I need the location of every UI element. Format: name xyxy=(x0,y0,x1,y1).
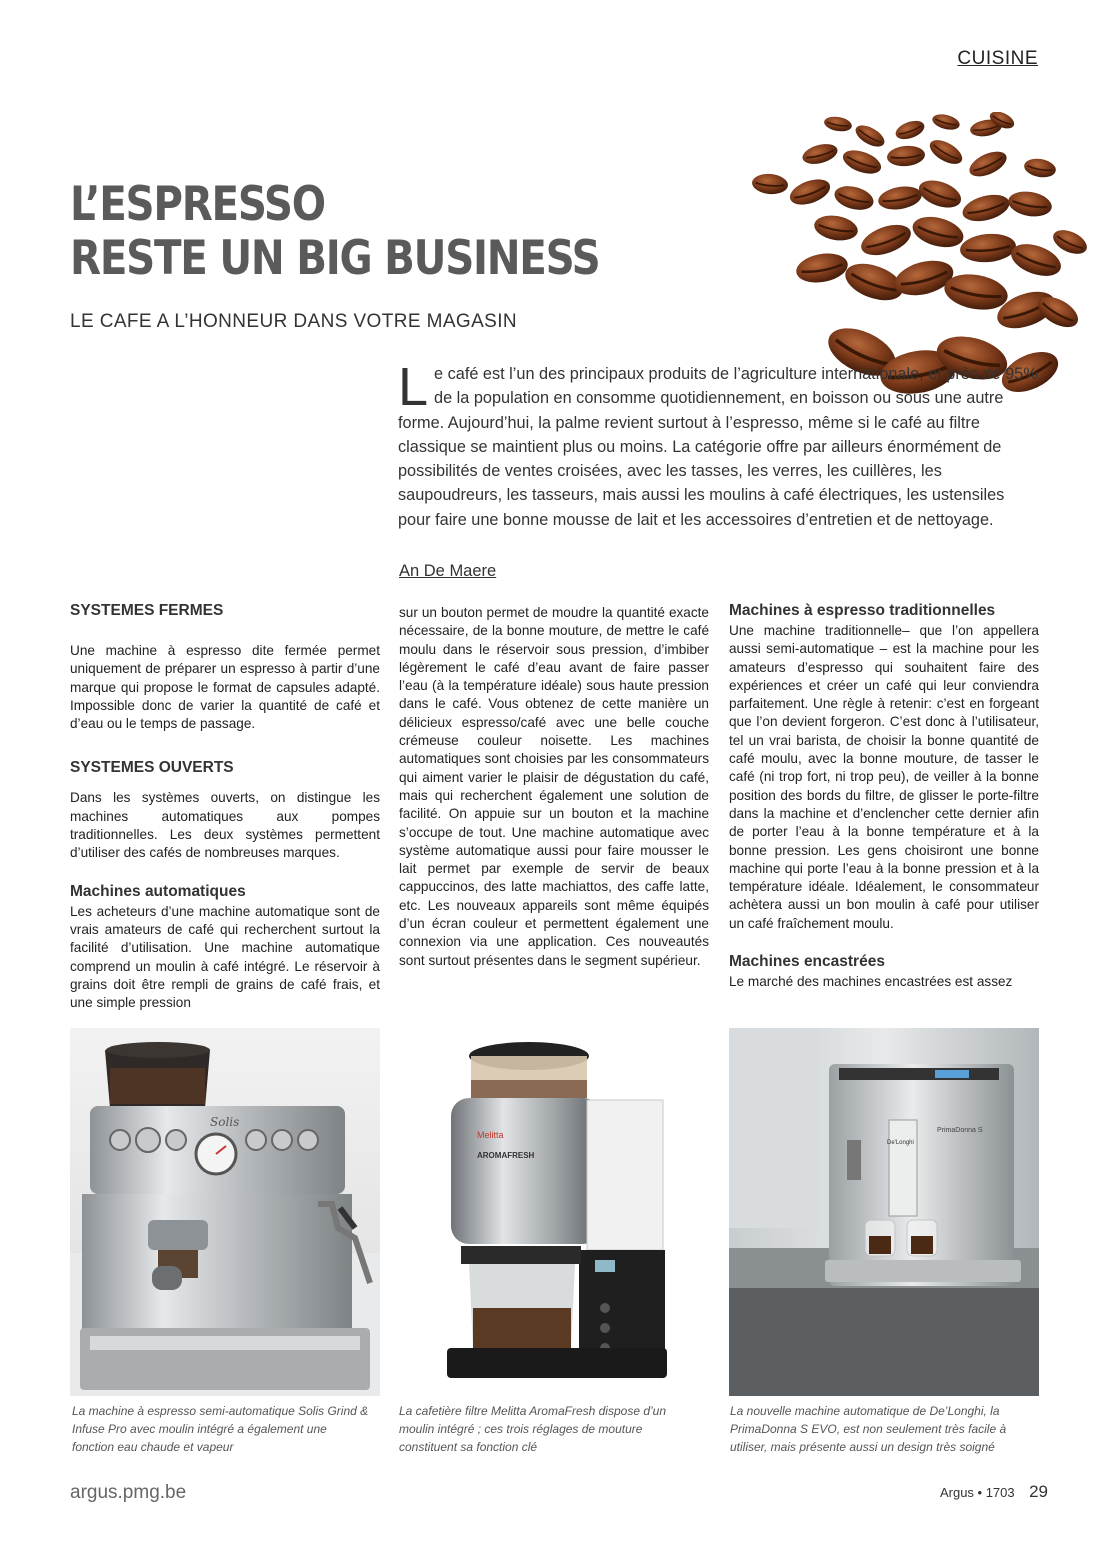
paragraph-machines-encastrees: Le marché des machines encastrées est assez xyxy=(729,974,1013,990)
coffee-bean xyxy=(931,112,962,132)
column-2 xyxy=(399,604,709,970)
photo-delonghi-machine xyxy=(729,1028,1039,1396)
photo-melitta-machine xyxy=(399,1028,709,1396)
aromafresh-label: AROMAFRESH xyxy=(477,1151,535,1160)
drop-cap: L xyxy=(398,357,429,417)
heading-systemes-fermes: SYSTEMES FERMES xyxy=(70,602,224,619)
caption-delonghi: La nouvelle machine automatique de De’Longhi, la PrimaDonna S EVO, est non seulement très facile à utiliser, mais présente aussi un design très soigné xyxy=(730,1404,1007,1454)
primadonna-label: PrimaDonna S xyxy=(937,1127,983,1134)
coffee-bean xyxy=(852,121,888,151)
headline xyxy=(70,178,603,286)
subtitle: LE CAFE A L’HONNEUR DANS VOTRE MAGASIN xyxy=(70,311,518,332)
paragraph-machines-traditionnelles: Une machine traditionnelle– que l’on appellera aussi semi-automatique – est la machine pour les amateurs d’espresso qui souhaitent faire des expériences et créer un café qui leur conviendra parfaitement. Une règle à retenir: c’est en forgeant que l’on devient forgeron. C’est donc à l’utilisateur, tel un vrai barista, de choisir la bonne quantité de café moulu, avec la bonne mouture, de tasser le café (ni trop fort, ni trop peu), de veiller à la bonne position des bords du filtre, de glisser le porte-filtre dans la machine et d’enclencher cette dernier afin de porter l’eau à la bonne température et à la bonne pression. Les gens choisiront une bonne machine qui porte l’eau à la bonne pression et à la température idéale. Idéalement, le consommateur achètera aussi un bon moulin à café pour utiliser un café fraîchement moulu. xyxy=(729,623,1039,931)
photo-solis-machine xyxy=(70,1028,380,1396)
caption-melitta: La cafetière filtre Melitta AromaFresh dispose d’un moulin intégré ; ces trois réglages de mouture constituent sa fonction clé xyxy=(399,1404,667,1454)
column-3 xyxy=(729,600,1039,991)
coffee-bean xyxy=(751,172,789,195)
delonghi-logo: De'Longhi xyxy=(887,1140,914,1146)
coffee-bean xyxy=(800,141,839,168)
solis-logo: Solis xyxy=(210,1115,240,1129)
coffee-bean xyxy=(959,232,1017,265)
coffee-bean xyxy=(794,250,850,287)
coffee-bean xyxy=(876,183,923,212)
footer-website[interactable]: argus.pmg.be xyxy=(70,1482,187,1503)
coffee-bean xyxy=(960,190,1013,226)
author-byline: An De Maere xyxy=(399,562,497,580)
paragraph-machines-automatiques: Les acheteurs d’une machine automatique sont de vrais amateurs de café qui recherchent surtout la facilité d’utilisation. Une machine automatique comprend un moulin à café intégré. Le réservoir à grains doit être rempli de grains de café frais, et une simple pression xyxy=(70,903,380,1011)
coffee-bean xyxy=(893,117,927,142)
footer-magazine: Argus • 1703 xyxy=(939,1485,1015,1500)
paragraph-column-2: sur un bouton permet de moudre la quantité exacte nécessaire, de la bonne mouture, de mettre le café moulu dans le réservoir sous pression, d’imbiber légèrement le café d’eau avant de faire passer l’eau (à la température idéale) sous haute pression dans le café. Vous obtenez de cette manière un délicieux espresso/café avec une belle couche crémeuse couleur noisette. Les machines automatiques sont choisies par les consommateurs qui aiment varier le plaisir de dégustation du café, mais qui recherchent également une solution de facilité. On appuie sur un bouton et la machine s’occupe de tout. Une machine automatique avec système automatique aussi pour faire mousser le lait permet par exemple de servir de beaux cappuccinos, des latte machiattos, des caffe latte, etc. Les nouveaux appareils sont même équipés d’un écran couleur et permettent également une connexion via une application. Ces nouveautés sont surtout présentes dans le segment supérieur. xyxy=(399,605,709,968)
coffee-bean xyxy=(926,135,966,169)
coffee-bean xyxy=(1049,225,1090,258)
melitta-logo: Melitta xyxy=(477,1130,504,1140)
coffee-bean xyxy=(823,115,853,134)
coffee-bean xyxy=(915,175,965,213)
coffee-bean xyxy=(787,174,834,209)
coffee-bean xyxy=(812,212,859,243)
page-number: 29 xyxy=(1029,1482,1048,1501)
heading-machines-traditionnelles: Machines à espresso traditionnelles xyxy=(729,602,996,619)
coffee-bean xyxy=(909,212,966,253)
coffee-bean xyxy=(886,144,926,167)
lead-text: e café est l’un des principaux produits de l’agriculture internationale, et près de 95% de la population en consomme quotidiennement, en boisson ou sous une autre forme. Aujourd’hui, la palme revient surtout à l’espresso, même si le café au filtre classique se maintient plus ou moins. La catégorie offre par ailleurs énormément de possibilités de ventes croisées, avec les tasses, les verres, les cuillères, les saupoudreurs, les tasseurs, mais aussi les moulins à café électriques, les ustensiles pour faire une bonne mousse de lait et les accessoires d’entretien et de nettoyage. xyxy=(398,365,1038,529)
coffee-bean xyxy=(966,146,1011,181)
paragraph-systemes-ouverts: Dans les systèmes ouverts, on distingue les machines automatiques aux pompes traditionnelles. Les deux systèmes permettent d’utiliser des cafés de nombreuses marques. xyxy=(70,790,380,861)
section-tag: CUISINE xyxy=(957,48,1038,69)
headline-line-1: L’ESPRESSO xyxy=(70,177,325,232)
heading-systemes-ouverts: SYSTEMES OUVERTS xyxy=(70,759,234,777)
coffee-bean xyxy=(1023,156,1058,179)
coffee-bean xyxy=(857,219,915,261)
footer-page-info xyxy=(940,1482,1048,1502)
headline-line-2: RESTE UN BIG BUSINESS xyxy=(70,231,600,286)
caption-solis: La machine à espresso semi-automatique Solis Grind & Infuse Pro avec moulin intégré a également une fonction eau chaude et vapeur xyxy=(72,1404,369,1454)
column-1 xyxy=(70,600,380,1012)
coffee-bean xyxy=(832,182,876,214)
heading-machines-encastrees: Machines encastrées xyxy=(729,953,885,971)
paragraph-systemes-fermes: Une machine à espresso dite fermée permet uniquement de préparer un espresso à partir d’une marque qui propose le format de capsules adapté. Impossible donc de varier la quantité de café et d’eau ou le temps de passage. xyxy=(70,643,380,732)
coffee-bean xyxy=(1006,188,1053,219)
coffee-bean xyxy=(840,146,884,178)
lead-paragraph xyxy=(398,357,1038,532)
heading-machines-automatiques: Machines automatiques xyxy=(70,882,246,900)
